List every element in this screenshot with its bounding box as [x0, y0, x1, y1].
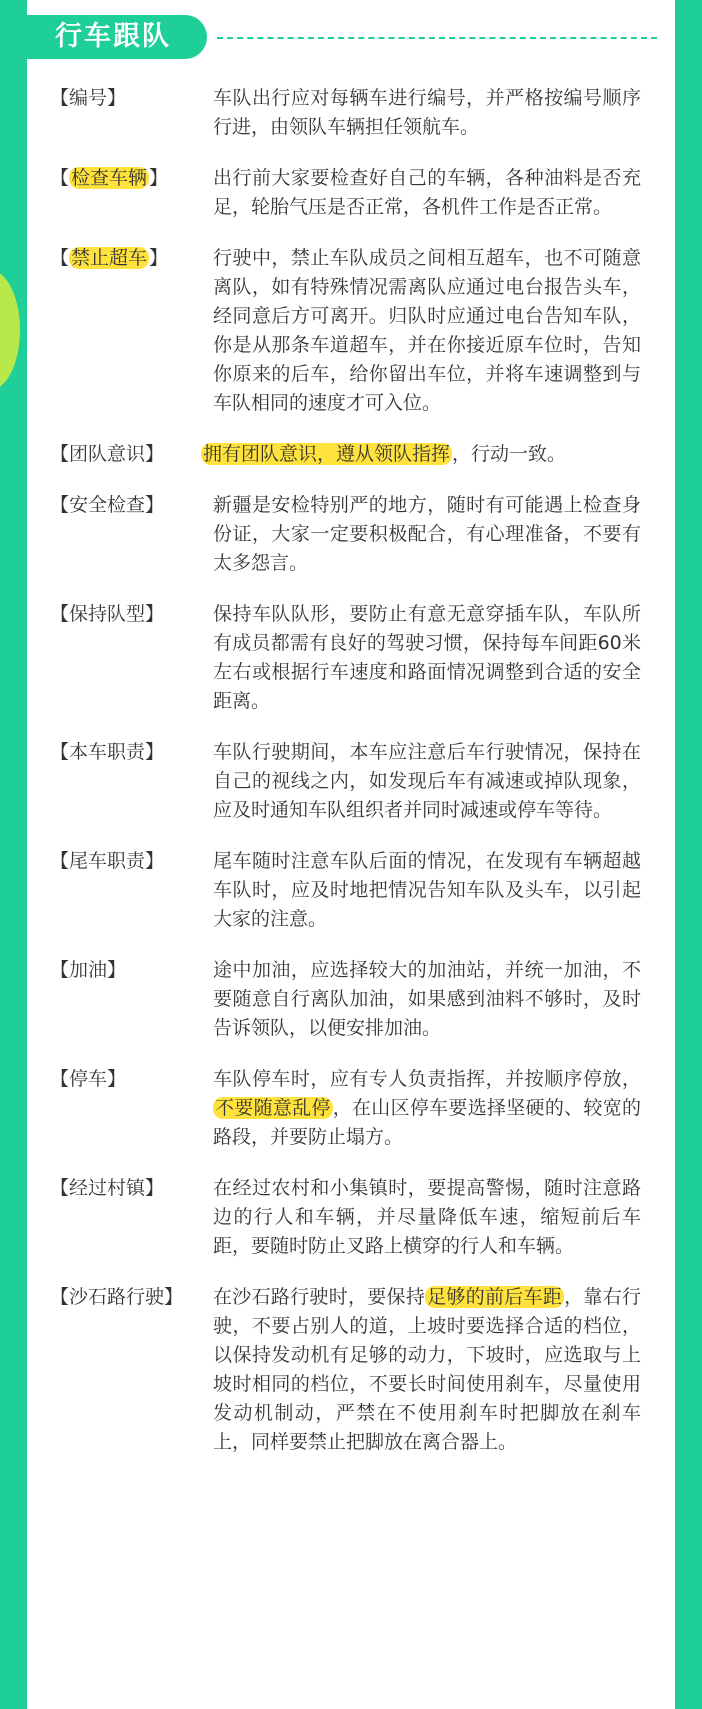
decorative-blob: [0, 270, 20, 390]
rule-numbering: [27, 84, 675, 142]
rule-label: 【编号】: [50, 87, 127, 109]
rule-safety-check: [27, 491, 675, 578]
text-highlight: 拥有团队意识，遵从领队指挥: [203, 443, 451, 465]
rule-check-vehicle: [27, 164, 675, 222]
rule-label: 【 检查车辆 】: [50, 167, 169, 189]
rule-text: 行驶中，禁止车队成员之间相互超车，也不可随意离队，如有特殊情况需离队应通过电台报告头车，经同意后方可离开。归队时应通过电台告知车队，你是从那条车道超车，并在你接近原车位时，告知你原来的后车，给你留出车位，并将车速调整到与车队相同的速度才可入位。: [213, 247, 641, 414]
rule-villages: [27, 1174, 675, 1261]
rule-team-spirit: [27, 440, 675, 469]
dashed-divider: [217, 37, 657, 39]
rules-list: [27, 84, 675, 1457]
rule-label: 【 禁止超车 】: [50, 247, 169, 269]
rule-label: 【团队意识】: [50, 443, 165, 465]
content-card: [27, 0, 675, 1709]
rule-keep-formation: [27, 600, 675, 716]
rule-text: 出行前大家要检查好自己的车辆，各种油料是否充足，轮胎气压是否正常，各机件工作是否正常。: [213, 167, 641, 218]
label-highlight: 检查车辆: [71, 167, 148, 189]
rule-parking: [27, 1065, 675, 1152]
rule-label: 【加油】: [50, 959, 127, 981]
rule-text: 拥有团队意识，遵从领队指挥 ，行动一致。: [203, 443, 567, 465]
rule-text: 在经过农村和小集镇时，要提高警惕，随时注意路边的行人和车辆，并尽量降低车速，缩短前后车距，要随时防止叉路上横穿的行人和车辆。: [213, 1177, 641, 1257]
rule-no-overtaking: [27, 244, 675, 418]
rule-own-car-duty: [27, 738, 675, 825]
rule-text: 车队行驶期间，本车应注意后车行驶情况，保持在自己的视线之内，如发现后车有减速或掉队现象，应及时通知车队组织者并同时减速或停车等待。: [213, 741, 641, 821]
rule-text: 尾车随时注意车队后面的情况，在发现有车辆超越车队时，应及时地把情况告知车队及头车，以引起大家的注意。: [213, 850, 641, 930]
rule-text: 保持车队队形，要防止有意无意穿插车队，车队所有成员都需有良好的驾驶习惯，保持每车间距60米左右或根据行车速度和路面情况调整到合适的安全距离。: [213, 603, 641, 712]
rule-label: 【安全检查】: [50, 494, 165, 516]
rule-text: 车队停车时，应有专人负责指挥，并按顺序停放，不要随意乱停 ，在山区停车要选择坚硬的、较宽的路段，并要防止塌方。: [213, 1068, 641, 1148]
rule-label: 【沙石路行驶】: [50, 1286, 184, 1308]
rule-text: 车队出行应对每辆车进行编号，并严格按编号顺序行进，由领队车辆担任领航车。: [213, 87, 641, 138]
text-highlight: 不要随意乱停: [215, 1097, 331, 1119]
rule-label: 【尾车职责】: [50, 850, 165, 872]
rule-label: 【停车】: [50, 1068, 127, 1090]
label-highlight: 禁止超车: [71, 247, 148, 269]
section-title: 行车跟队: [27, 15, 207, 59]
rule-label: 【保持队型】: [50, 603, 165, 625]
rule-label: 【经过村镇】: [50, 1177, 165, 1199]
rule-gravel-road: [27, 1283, 675, 1457]
rule-text: 在沙石路行驶时，要保持 足够的前后车距 ，靠右行驶，不要占别人的道，上坡时要选择合适的档位，以保持发动机有足够的动力，下坡时，应选取与上坡时相同的档位，不要长时间使用刹车，尽量使用发动机制动，严禁在不使用刹车时把脚放在刹车上，同样要禁止把脚放在离合器上。: [213, 1286, 641, 1453]
rule-text: 新疆是安检特别严的地方，随时有可能遇上检查身份证，大家一定要积极配合，有心理准备，不要有太多怨言。: [213, 494, 641, 574]
text-highlight: 足够的前后车距: [427, 1286, 563, 1308]
rule-refuel: [27, 956, 675, 1043]
rule-text: 途中加油，应选择较大的加油站，并统一加油，不要随意自行离队加油，如果感到油料不够时，及时告诉领队，以便安排加油。: [213, 959, 641, 1039]
rule-tail-car-duty: [27, 847, 675, 934]
rule-label: 【本车职责】: [50, 741, 165, 763]
